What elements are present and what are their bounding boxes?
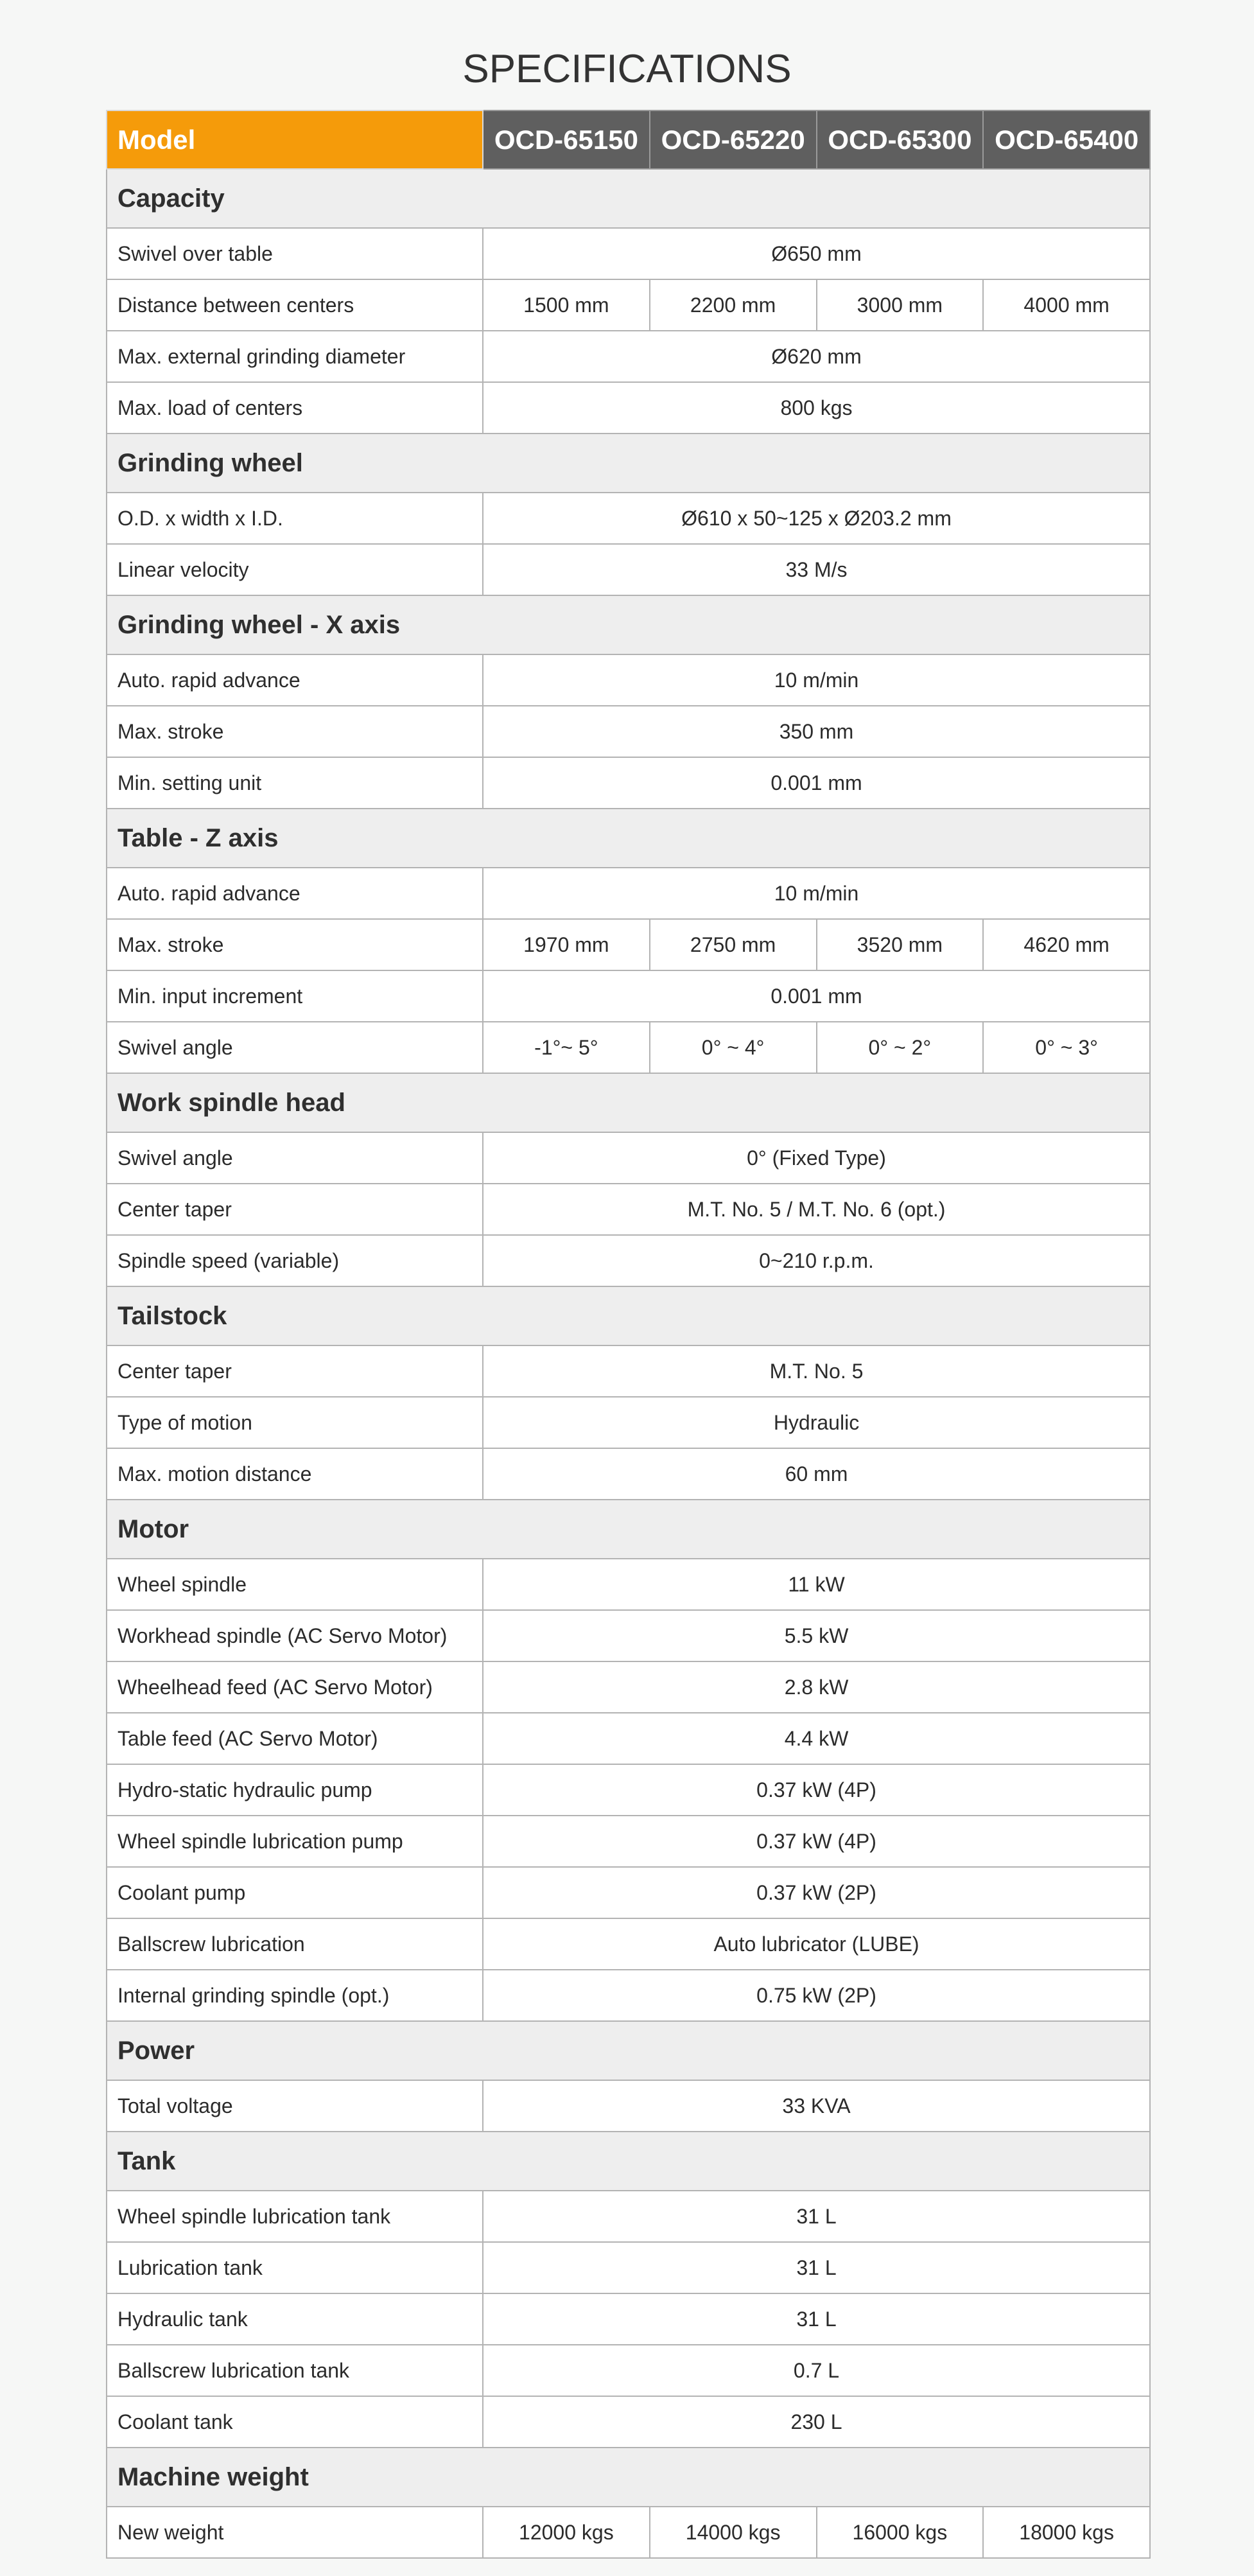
spec-value: 2750 mm xyxy=(650,919,817,970)
spec-value: 31 L xyxy=(483,2191,1150,2242)
spec-label: Workhead spindle (AC Servo Motor) xyxy=(107,1610,483,1661)
section-header-row xyxy=(107,1286,1150,1345)
spec-row xyxy=(107,868,1150,919)
spec-label: Max. motion distance xyxy=(107,1448,483,1500)
spec-label: Table feed (AC Servo Motor) xyxy=(107,1713,483,1764)
spec-row xyxy=(107,493,1150,544)
spec-value: 1500 mm xyxy=(483,279,650,331)
spec-label: Internal grinding spindle (opt.) xyxy=(107,1970,483,2021)
spec-label: Distance between centers xyxy=(107,279,483,331)
spec-value: 11 kW xyxy=(483,1559,1150,1610)
spec-value: 800 kgs xyxy=(483,382,1150,434)
section-title: Table - Z axis xyxy=(107,809,1150,868)
spec-label: Wheelhead feed (AC Servo Motor) xyxy=(107,1661,483,1713)
spec-value: 350 mm xyxy=(483,706,1150,757)
spec-value: M.T. No. 5 / M.T. No. 6 (opt.) xyxy=(483,1184,1150,1235)
spec-table-body xyxy=(107,169,1150,2558)
spec-label: Ballscrew lubrication tank xyxy=(107,2345,483,2396)
section-title: Tank xyxy=(107,2132,1150,2191)
model-column-header: OCD-65400 xyxy=(983,110,1150,169)
spec-label: New weight xyxy=(107,2507,483,2558)
spec-row xyxy=(107,706,1150,757)
spec-label: Max. external grinding diameter xyxy=(107,331,483,382)
spec-value: 0° ~ 4° xyxy=(650,1022,817,1073)
spec-row xyxy=(107,1132,1150,1184)
spec-value: 4000 mm xyxy=(983,279,1150,331)
spec-row xyxy=(107,2293,1150,2345)
spec-row xyxy=(107,1345,1150,1397)
spec-value: 4620 mm xyxy=(983,919,1150,970)
section-header-row xyxy=(107,1073,1150,1132)
spec-label: Max. load of centers xyxy=(107,382,483,434)
spec-value: 0.37 kW (4P) xyxy=(483,1816,1150,1867)
spec-value: -1°~ 5° xyxy=(483,1022,650,1073)
spec-label: Coolant tank xyxy=(107,2396,483,2448)
spec-row xyxy=(107,1918,1150,1970)
spec-value: 3000 mm xyxy=(817,279,984,331)
spec-row xyxy=(107,2507,1150,2558)
spec-row xyxy=(107,228,1150,279)
spec-value: 5.5 kW xyxy=(483,1610,1150,1661)
spec-value: 0.37 kW (4P) xyxy=(483,1764,1150,1816)
spec-value: 0.001 mm xyxy=(483,970,1150,1022)
spec-value: 33 M/s xyxy=(483,544,1150,595)
spec-label: Coolant pump xyxy=(107,1867,483,1918)
model-column-header: OCD-65220 xyxy=(650,110,817,169)
spec-value: 31 L xyxy=(483,2242,1150,2293)
spec-value: 0.37 kW (2P) xyxy=(483,1867,1150,1918)
model-column-header: OCD-65300 xyxy=(817,110,984,169)
section-header-row xyxy=(107,809,1150,868)
spec-row xyxy=(107,1867,1150,1918)
spec-row xyxy=(107,1022,1150,1073)
section-header-row xyxy=(107,434,1150,493)
spec-row xyxy=(107,2191,1150,2242)
section-title: Motor xyxy=(107,1500,1150,1559)
spec-row xyxy=(107,1816,1150,1867)
spec-label: Lubrication tank xyxy=(107,2242,483,2293)
spec-value: Ø650 mm xyxy=(483,228,1150,279)
spec-value: 14000 kgs xyxy=(650,2507,817,2558)
spec-value: 31 L xyxy=(483,2293,1150,2345)
spec-label: Wheel spindle lubrication tank xyxy=(107,2191,483,2242)
spec-value: 0° ~ 2° xyxy=(817,1022,984,1073)
spec-row xyxy=(107,1661,1150,1713)
spec-table xyxy=(106,110,1151,2559)
spec-row xyxy=(107,1184,1150,1235)
spec-row xyxy=(107,382,1150,434)
model-column-header: OCD-65150 xyxy=(483,110,650,169)
spec-value: 0~210 r.p.m. xyxy=(483,1235,1150,1286)
spec-value: M.T. No. 5 xyxy=(483,1345,1150,1397)
spec-label: Linear velocity xyxy=(107,544,483,595)
spec-row xyxy=(107,1559,1150,1610)
spec-value: 0.75 kW (2P) xyxy=(483,1970,1150,2021)
spec-value: 3520 mm xyxy=(817,919,984,970)
section-title: Grinding wheel xyxy=(107,434,1150,493)
section-header-row xyxy=(107,2132,1150,2191)
spec-label: Wheel spindle xyxy=(107,1559,483,1610)
spec-row xyxy=(107,1764,1150,1816)
spec-value: 0° (Fixed Type) xyxy=(483,1132,1150,1184)
spec-row xyxy=(107,654,1150,706)
section-header-row xyxy=(107,169,1150,228)
spec-value: Hydraulic xyxy=(483,1397,1150,1448)
spec-row xyxy=(107,970,1150,1022)
spec-row xyxy=(107,2396,1150,2448)
spec-value: 18000 kgs xyxy=(983,2507,1150,2558)
section-header-row xyxy=(107,2448,1150,2507)
section-title: Grinding wheel - X axis xyxy=(107,595,1150,654)
spec-value: 0.7 L xyxy=(483,2345,1150,2396)
spec-label: Total voltage xyxy=(107,2080,483,2132)
spec-row xyxy=(107,1448,1150,1500)
spec-label: Hydraulic tank xyxy=(107,2293,483,2345)
spec-value: 0° ~ 3° xyxy=(983,1022,1150,1073)
spec-row xyxy=(107,757,1150,809)
spec-value: 10 m/min xyxy=(483,654,1150,706)
section-header-row xyxy=(107,2021,1150,2080)
spec-row xyxy=(107,331,1150,382)
spec-label: O.D. x width x I.D. xyxy=(107,493,483,544)
spec-value: 230 L xyxy=(483,2396,1150,2448)
spec-row xyxy=(107,544,1150,595)
model-header-row xyxy=(107,110,1150,169)
spec-row xyxy=(107,279,1150,331)
spec-label: Spindle speed (variable) xyxy=(107,1235,483,1286)
spec-label: Min. input increment xyxy=(107,970,483,1022)
spec-row xyxy=(107,2242,1150,2293)
spec-label: Auto. rapid advance xyxy=(107,654,483,706)
spec-value: Ø610 x 50~125 x Ø203.2 mm xyxy=(483,493,1150,544)
spec-value: Ø620 mm xyxy=(483,331,1150,382)
spec-value: 60 mm xyxy=(483,1448,1150,1500)
spec-label: Swivel angle xyxy=(107,1132,483,1184)
section-header-row xyxy=(107,595,1150,654)
spec-label: Center taper xyxy=(107,1345,483,1397)
spec-value: 12000 kgs xyxy=(483,2507,650,2558)
spec-label: Wheel spindle lubrication pump xyxy=(107,1816,483,1867)
spec-row xyxy=(107,1610,1150,1661)
spec-label: Type of motion xyxy=(107,1397,483,1448)
spec-label: Min. setting unit xyxy=(107,757,483,809)
spec-row xyxy=(107,919,1150,970)
spec-label: Swivel angle xyxy=(107,1022,483,1073)
spec-value: 33 KVA xyxy=(483,2080,1150,2132)
spec-label: Ballscrew lubrication xyxy=(107,1918,483,1970)
spec-value: 1970 mm xyxy=(483,919,650,970)
spec-label: Center taper xyxy=(107,1184,483,1235)
spec-value: 10 m/min xyxy=(483,868,1150,919)
section-title: Tailstock xyxy=(107,1286,1150,1345)
section-header-row xyxy=(107,1500,1150,1559)
spec-row xyxy=(107,1970,1150,2021)
spec-row xyxy=(107,2080,1150,2132)
spec-label: Hydro-static hydraulic pump xyxy=(107,1764,483,1816)
spec-value: 4.4 kW xyxy=(483,1713,1150,1764)
section-title: Capacity xyxy=(107,169,1150,228)
model-header-label: Model xyxy=(107,110,483,169)
spec-label: Auto. rapid advance xyxy=(107,868,483,919)
spec-value: 2200 mm xyxy=(650,279,817,331)
spec-value: 16000 kgs xyxy=(817,2507,984,2558)
spec-value: 0.001 mm xyxy=(483,757,1150,809)
spec-label: Swivel over table xyxy=(107,228,483,279)
spec-label: Max. stroke xyxy=(107,706,483,757)
section-title: Work spindle head xyxy=(107,1073,1150,1132)
spec-row xyxy=(107,1713,1150,1764)
page-title: SPECIFICATIONS xyxy=(462,47,792,91)
spec-value: 2.8 kW xyxy=(483,1661,1150,1713)
spec-row xyxy=(107,2345,1150,2396)
spec-value: Auto lubricator (LUBE) xyxy=(483,1918,1150,1970)
section-title: Power xyxy=(107,2021,1150,2080)
spec-label: Max. stroke xyxy=(107,919,483,970)
section-title: Machine weight xyxy=(107,2448,1150,2507)
spec-row xyxy=(107,1235,1150,1286)
spec-row xyxy=(107,1397,1150,1448)
